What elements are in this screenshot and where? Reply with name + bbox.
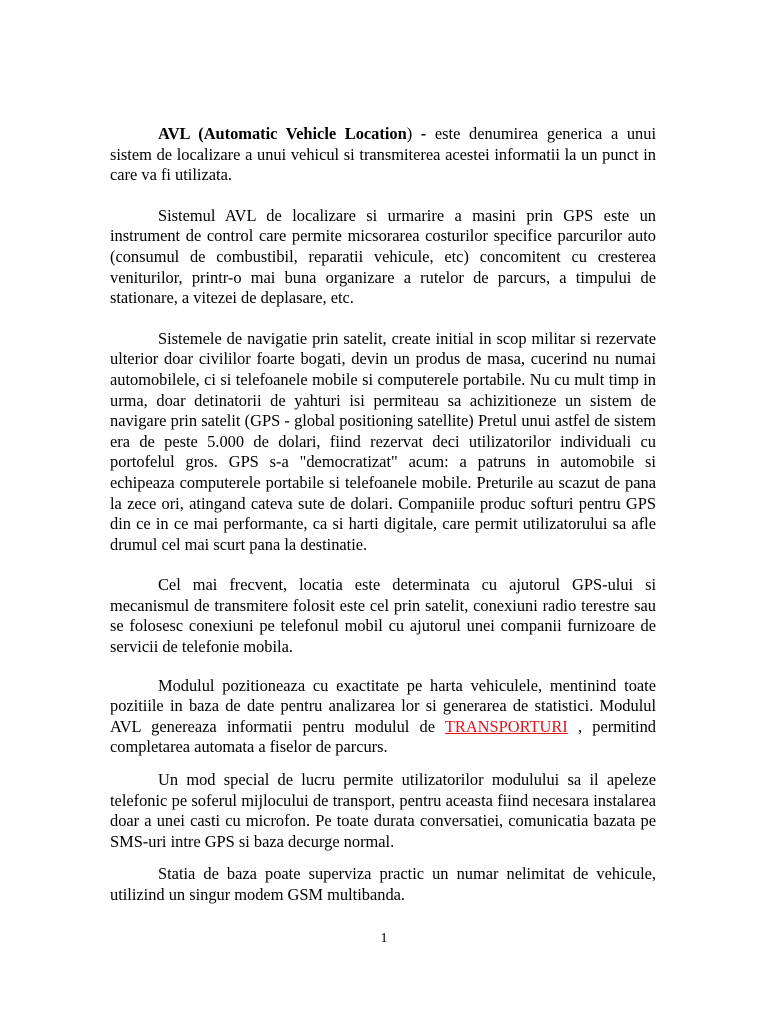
intro-rest: este denumirea generica a unui sistem de localizare a unui vehicul si transmiterea acestei informatii la un punct in care va fi utilizata. — [110, 124, 657, 185]
intro-paragraph — [110, 124, 656, 186]
page-number: 1 — [380, 931, 388, 946]
intro-full-name: Automatic Vehicle Location — [203, 124, 407, 143]
document-body — [110, 124, 656, 906]
paragraph-module — [110, 676, 656, 758]
intro-close-paren: ) — [406, 124, 413, 143]
module-text-after: , permitind completarea automata a fiselor de parcurs. — [110, 716, 656, 757]
intro-dash: - — [412, 124, 435, 143]
paragraph-avl-system: Sistemul AVL de localizare si urmarire a masini prin GPS este un instrument de control care permite micsorarea costurilor specifice parcurilor auto (consumul de combustibil, reparatii vehicule, etc) concomitent cu cresterea veniturilor, printr-o mai buna organizare a rutelor de parcurs, a timpului de stationare, a vitezei de deplasare, etc. — [110, 205, 656, 308]
paragraph-navigation: Sistemele de navigatie prin satelit, create initial in scop militar si rezervate ulterior doar civililor foarte bogati, devin un produs de masa, cucerind nu numai automobilele, ci si telefoanele mobile si computerele portabile. Nu cu mult timp in urma, doar detinatorii de yahturi isi permiteau sa achizitioneze un sistem de navigare prin satelit (GPS - global positioning satellite) Pretul unui astfel de sistem era de peste 5.000 de dolari, fiind rezervat deci utilizatorilor individuali cu portofelul gros. GPS s-a "democratizat" acum: a patruns in automobile si echipeaza computerele portabile si telefoanele mobile. Preturile au scazut de pana la zece ori, atingand cateva sute de dolari. Companiile produc softuri pentru GPS din ce in ce mai performante, ca si harti digitale, care permit utilizatorului sa afle drumul cel mai scurt pana la destinatie. — [110, 328, 656, 554]
module-text-before: Modulul pozitioneaza cu exactitate pe harta vehiculele, mentinind toate pozitiile in baza de date pentru analizarea lor si generarea de statistici. Modulul AVL genereaza informatii pentru modulul de — [110, 675, 656, 736]
paragraph-base-station: Statia de baza poate superviza practic un numar nelimitat de vehicule, utilizind un singur modem GSM multibanda. — [110, 864, 656, 904]
paragraph-location: Cel mai frecvent, locatia este determinata cu ajutorul GPS-ului si mecanismul de transmitere folosit este cel prin satelit, conexiuni radio terestre sau se folosesc conexiuni pe telefonul mobil cu ajutorul unei companii furnizoare de servicii de telefonie mobila. — [110, 575, 656, 657]
intro-open-paren: ( — [189, 124, 204, 143]
transporturi-link[interactable]: TRANSPORTURI — [444, 716, 568, 736]
intro-abbr: AVL — [158, 124, 190, 143]
paragraph-call-mode: Un mod special de lucru permite utilizatorilor modulului sa il apeleze telefonic pe soferul mijlocului de transport, pentru aceasta fiind necesara instalarea doar a unei casti cu microfon. Pe toate durata conversatiei, comunicatia bazata pe SMS-uri intre GPS si baza decurge normal. — [110, 770, 656, 851]
